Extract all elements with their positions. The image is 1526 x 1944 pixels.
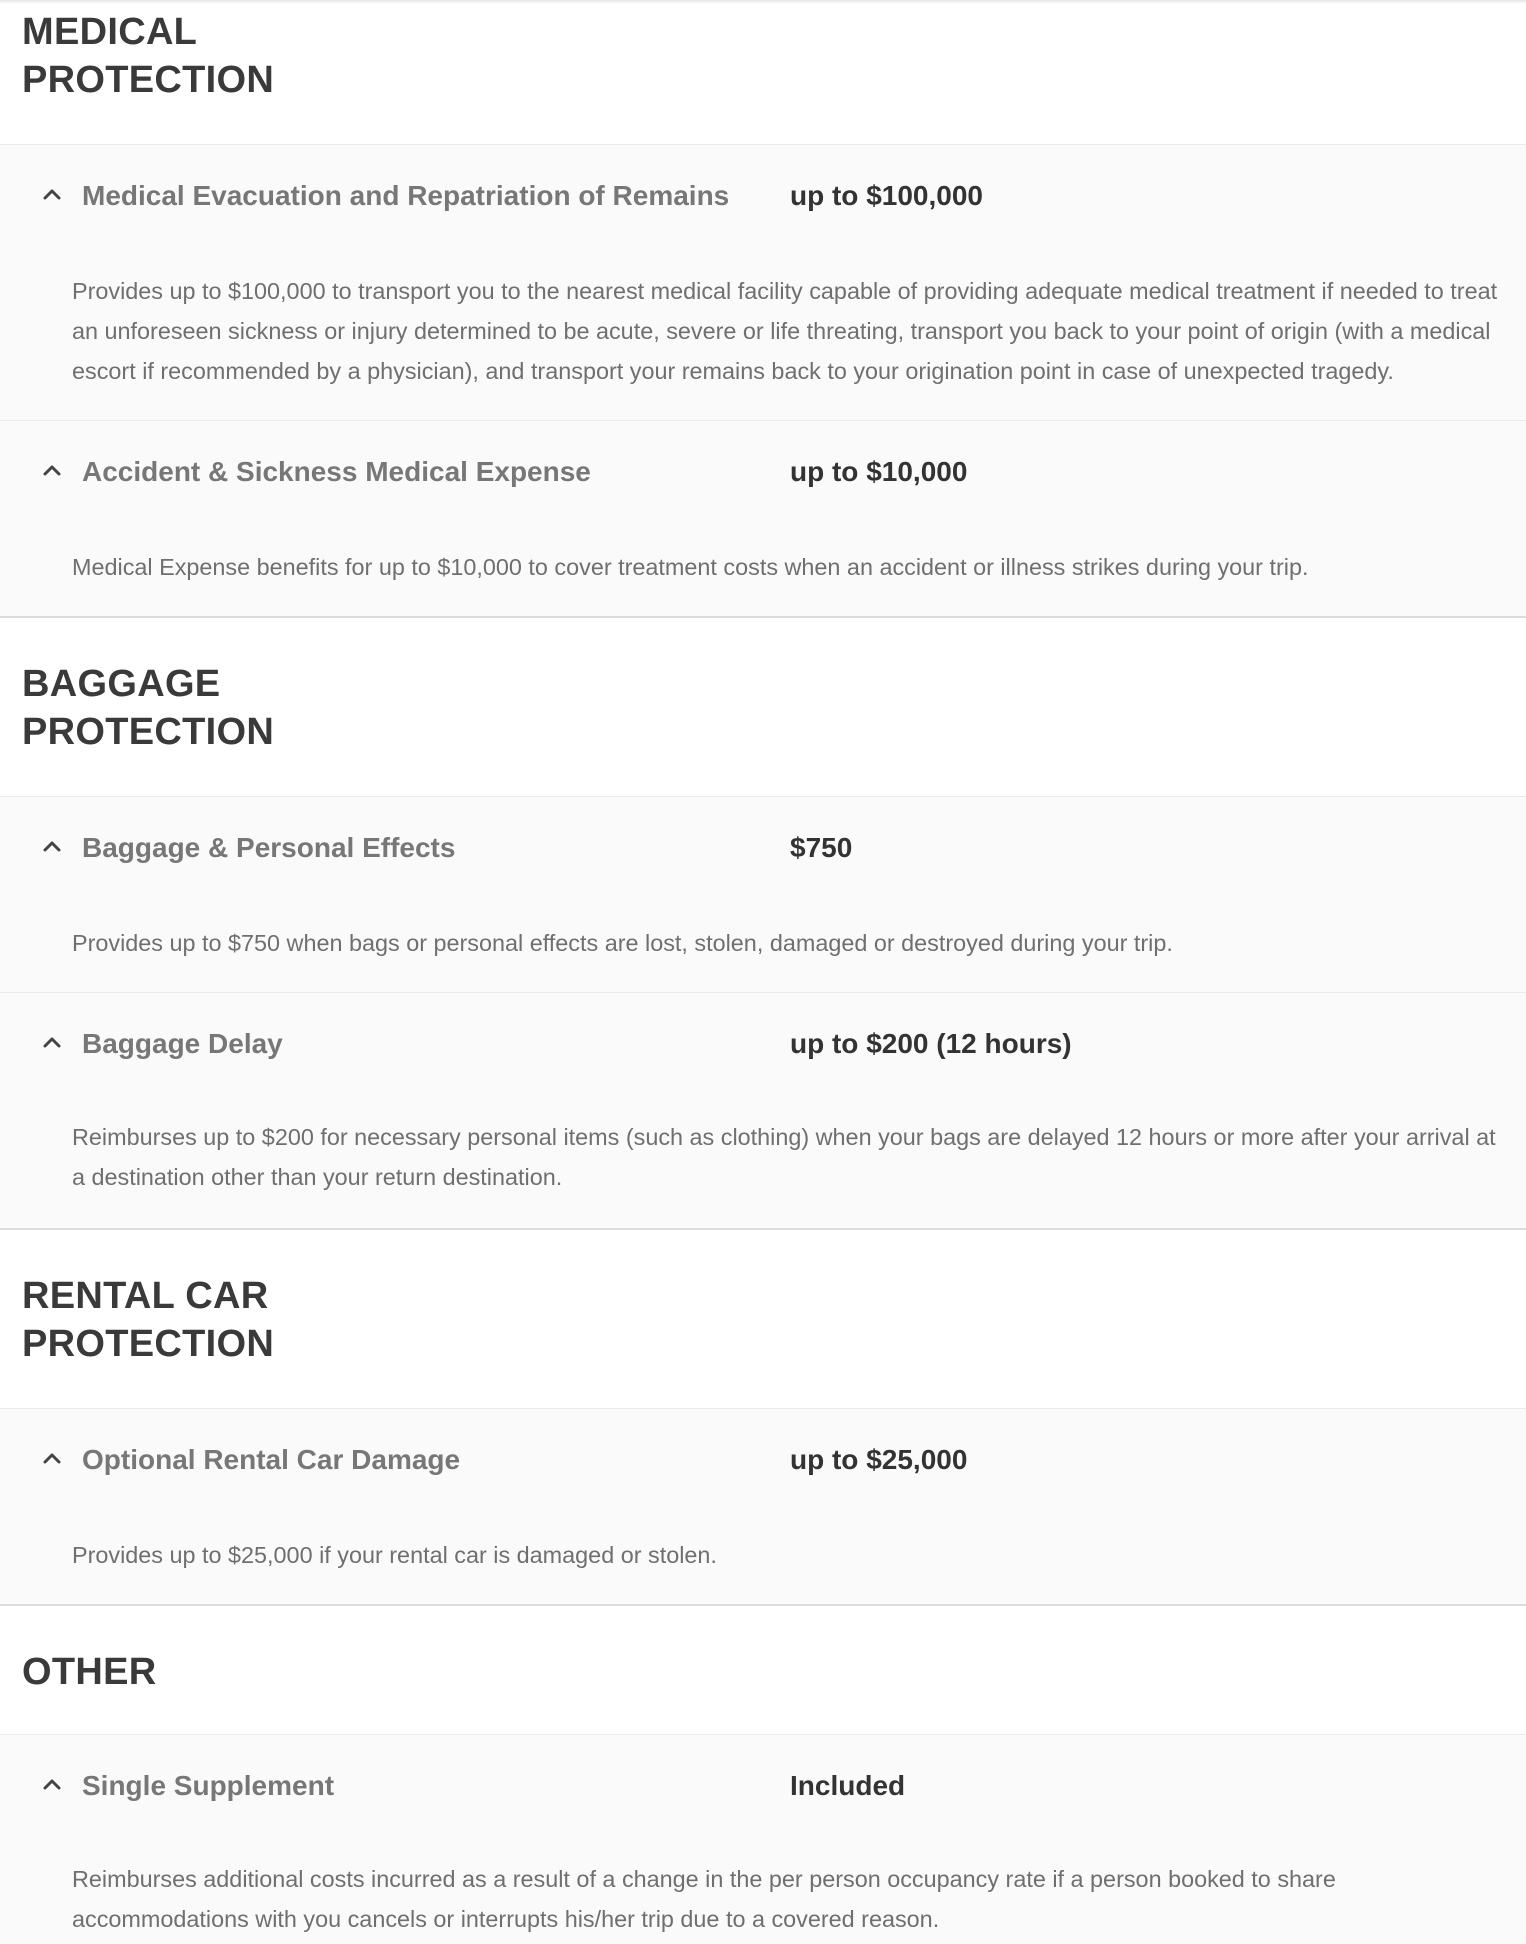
coverage-item-amount: up to $10,000 [790,456,968,487]
coverage-item-name: Optional Rental Car Damage [82,1444,461,1475]
section-title [22,8,274,104]
coverage-item-name: Baggage & Personal Effects [82,832,456,863]
section-title-line: PROTECTION [22,711,275,753]
coverage-item-amount: up to $25,000 [790,1444,968,1475]
section-title-line: BAGGAGE [22,663,221,705]
coverage-item-amount: Included [790,1770,906,1801]
coverage-item-toggle[interactable] [0,1409,1526,1509]
coverage-item-amount: up to $100,000 [790,180,983,211]
chevron-up-icon [40,1031,64,1055]
section-other [0,1608,1526,1944]
coverage-item-toggle[interactable] [0,797,1526,897]
coverage-item-description: Provides up to $100,000 to transport you to the nearest medical facility capable of providing adequate medical treatment if needed to treat an unforeseen sickness or injury determined to be acute, severe or life threating, transport you back to your point of origin (with a medical escort if recommended by a physician), and transport your remains back to your origination point in case of unexpected tragedy. [72,278,1498,384]
coverage-item-baggage-delay [0,992,1526,1230]
section-baggage-protection [0,620,1526,1232]
section-title [22,660,274,756]
chevron-up-icon [40,459,64,483]
section-title-line: PROTECTION [22,59,275,101]
coverage-item-toggle[interactable] [0,993,1526,1093]
coverage-item-name: Baggage Delay [82,1028,283,1059]
coverage-item-description: Reimburses up to $200 for necessary personal items (such as clothing) when your bags are delayed 12 hours or more after your arrival at a destination other than your return destination. [72,1124,1496,1190]
coverage-item-name: Single Supplement [82,1770,335,1801]
coverage-item-description: Provides up to $750 when bags or personal effects are lost, stolen, damaged or destroyed during your trip. [72,930,1173,956]
coverage-item-single-supplement [0,1734,1526,1944]
coverage-item-toggle[interactable] [0,145,1526,245]
section-title-line: OTHER [22,1651,157,1693]
section-title-line: MEDICAL [22,11,198,53]
coverage-item-baggage-personal-effects [0,796,1526,992]
coverage-item-name: Accident & Sickness Medical Expense [82,456,591,487]
chevron-up-icon [40,183,64,207]
coverage-item-name: Medical Evacuation and Repatriation of Remains [82,180,730,211]
coverage-item-accident-sickness [0,420,1526,618]
section-medical-protection [0,0,1526,620]
coverage-item-toggle[interactable] [0,421,1526,521]
coverage-item-medical-evacuation [0,144,1526,420]
coverage-item-amount: up to $200 (12 hours) [790,1028,1072,1059]
section-title [22,1272,274,1368]
coverage-item-amount: $750 [790,832,853,863]
section-rental-car-protection [0,1232,1526,1608]
coverage-item-rental-car-damage [0,1408,1526,1606]
section-title-line: PROTECTION [22,1323,275,1365]
coverage-item-toggle[interactable] [0,1735,1526,1835]
chevron-up-icon [40,835,64,859]
coverage-item-description: Medical Expense benefits for up to $10,000 to cover treatment costs when an accident or illness strikes during your trip. [72,554,1309,580]
section-title-line: RENTAL CAR [22,1275,269,1317]
coverage-item-description: Provides up to $25,000 if your rental car is damaged or stolen. [72,1542,717,1568]
chevron-up-icon [40,1773,64,1797]
coverage-item-description: Reimburses additional costs incurred as a result of a change in the per person occupancy rate if a person booked to share accommodations with you cancels or interrupts his/her trip due to a covered reason. [72,1866,1336,1932]
chevron-up-icon [40,1447,64,1471]
section-title [22,1648,157,1696]
